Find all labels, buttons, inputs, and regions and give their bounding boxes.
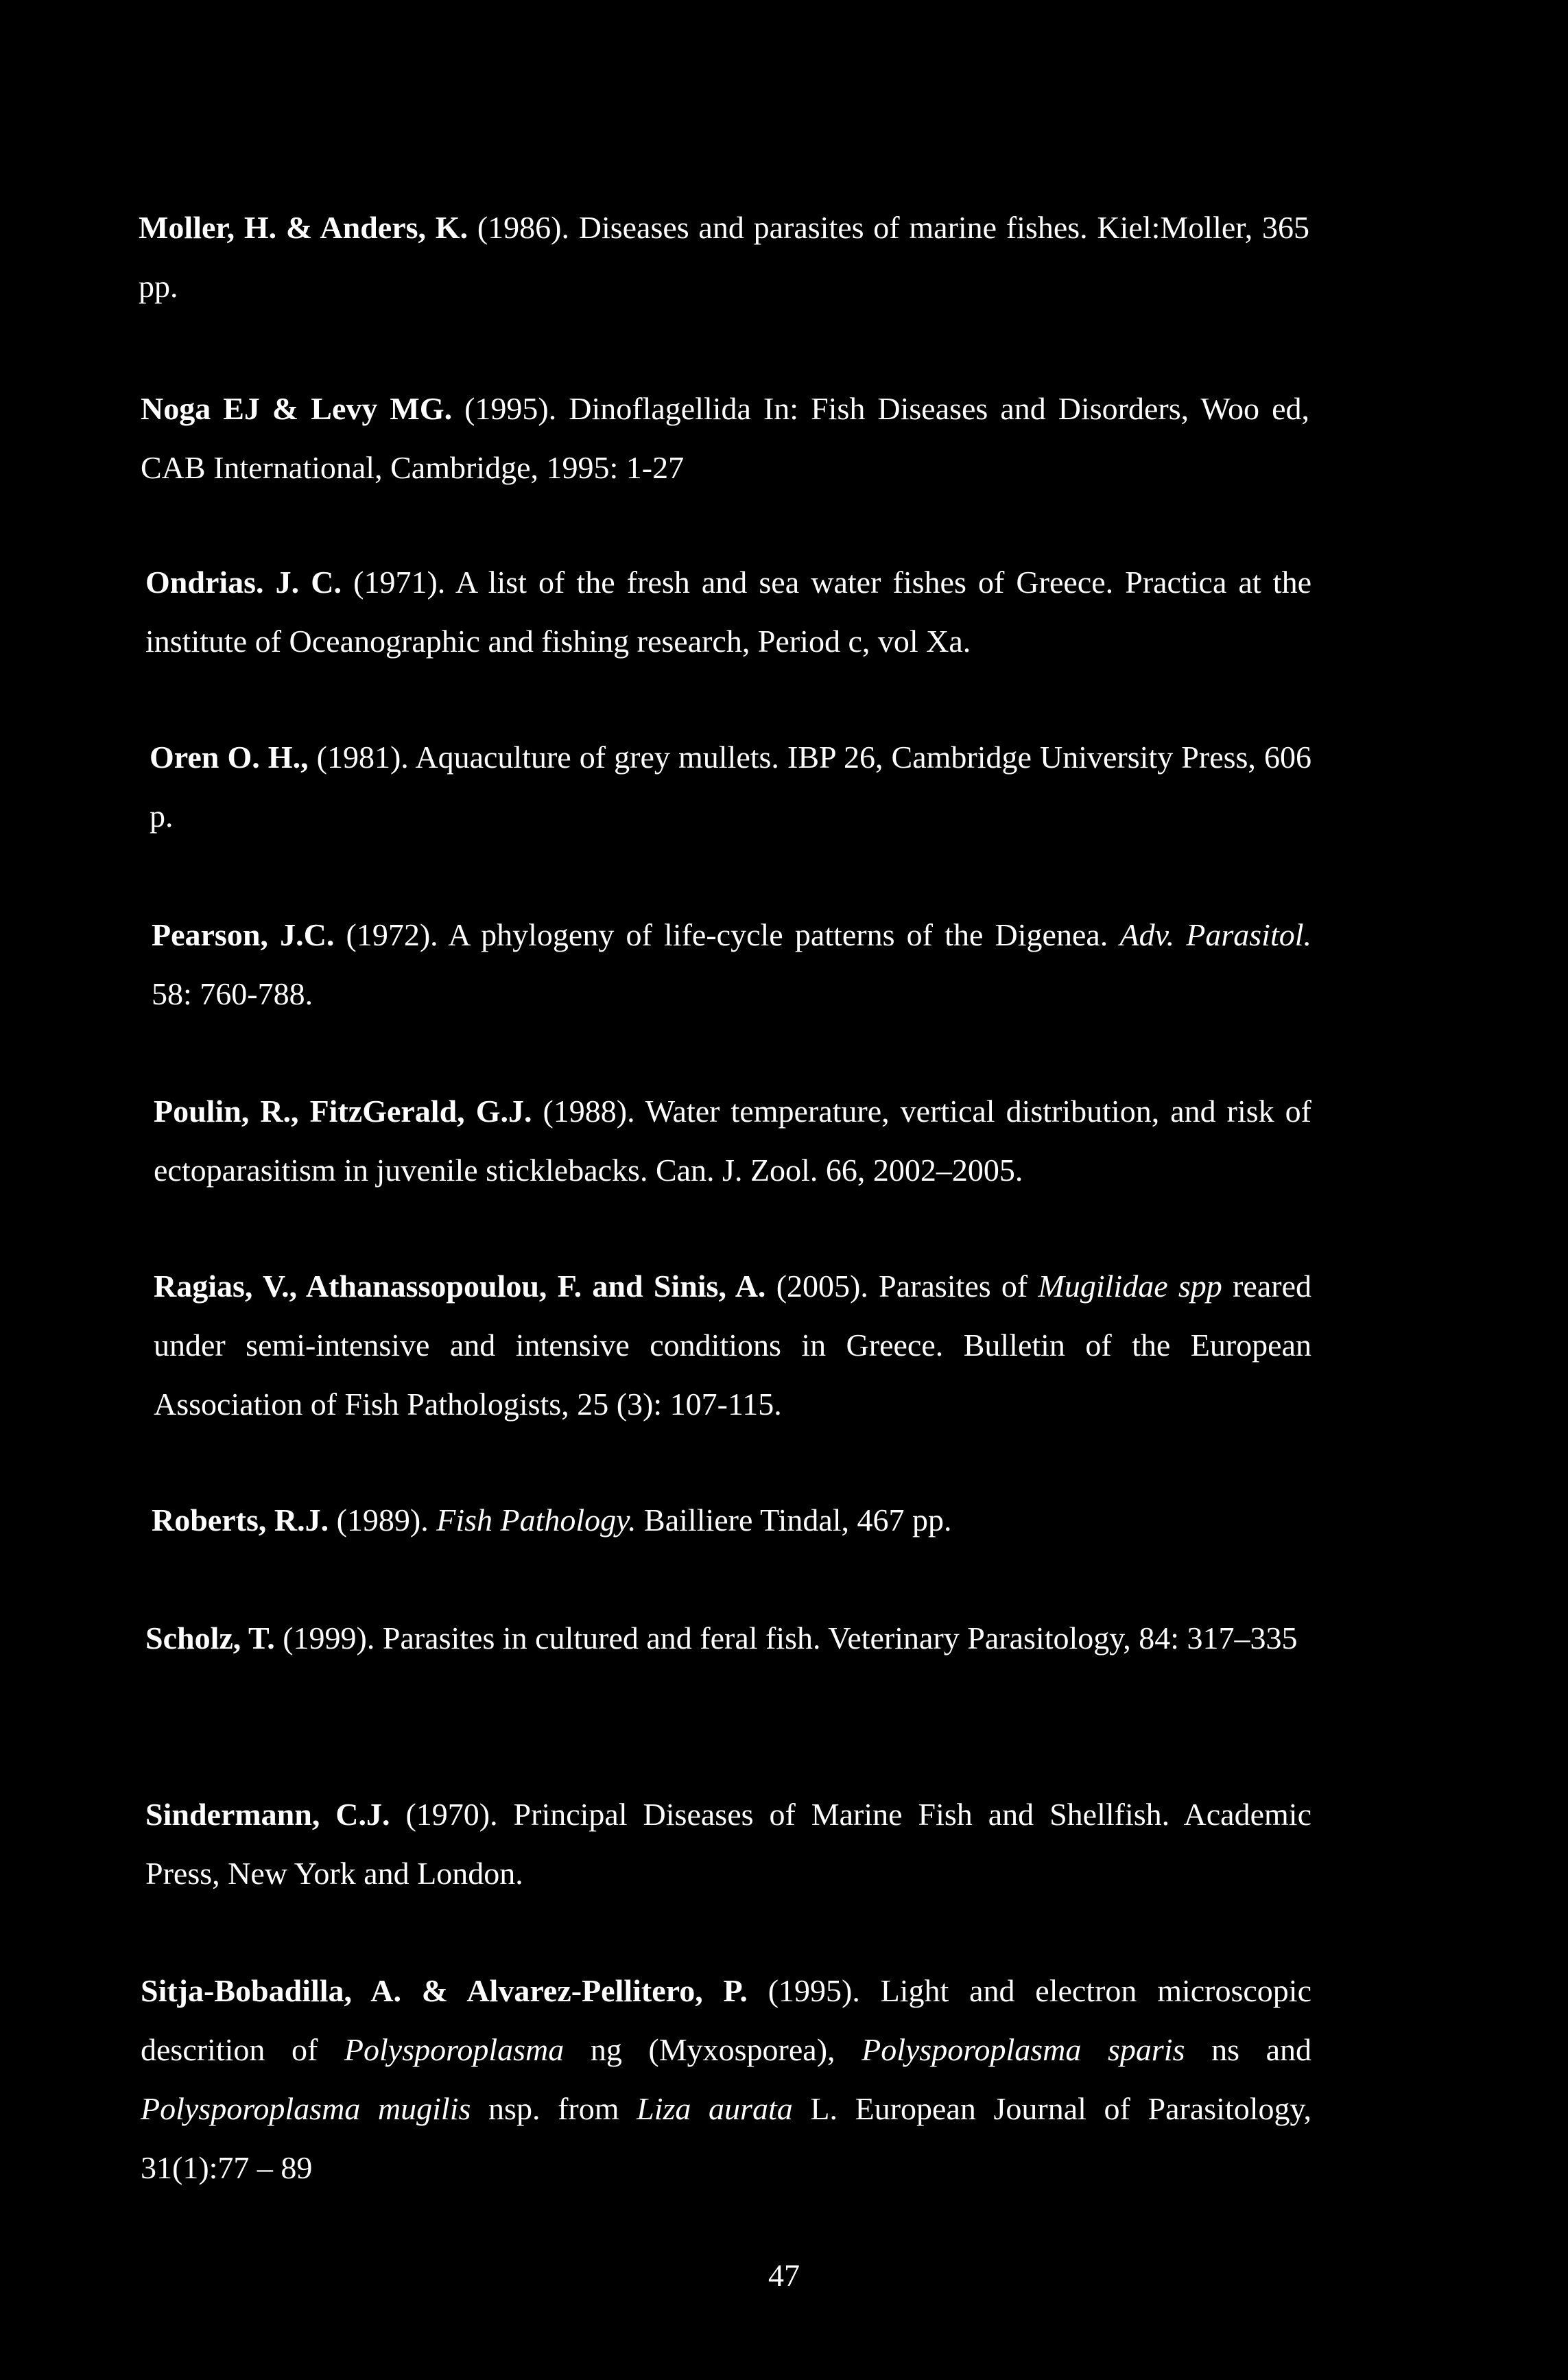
ref-text: ng (Myxosporea),	[564, 2032, 862, 2067]
reference-scholz	[145, 1609, 1311, 1668]
ref-journal: Adv. Parasitol.	[1119, 917, 1312, 952]
reference-sitja-bobadilla	[141, 1961, 1311, 2198]
reference-moller	[139, 198, 1309, 316]
ref-taxon: Mugilidae spp	[1038, 1269, 1222, 1304]
ref-text: Bailliere Tindal, 467 pp.	[636, 1503, 952, 1537]
ref-authors: Roberts, R.J.	[152, 1503, 329, 1537]
ref-authors: Sindermann, C.J.	[145, 1797, 390, 1832]
ref-authors: Moller, H. & Anders, K.	[139, 210, 468, 245]
ref-text: (1988). Water temperature, vertical distribution, and risk of ectoparasitism in juvenile sticklebacks. Can. J. Zool. 66, 2002–2005.	[154, 1094, 1311, 1188]
ref-taxon: Polysporoplasma mugilis	[141, 2091, 471, 2126]
reference-ondrias	[145, 553, 1311, 671]
reference-pearson	[152, 906, 1311, 1024]
ref-text: (1989).	[329, 1503, 437, 1537]
ref-text: nsp. from	[471, 2091, 637, 2126]
ref-text: (2005). Parasites of	[765, 1269, 1038, 1304]
reference-oren	[150, 728, 1311, 846]
ref-text: (1999). Parasites in cultured and feral fish. Veterinary Parasitology, 84: 317–335	[274, 1621, 1298, 1656]
ref-authors: Ragias, V., Athanassopoulou, F. and Sinis, A.	[154, 1269, 766, 1304]
ref-text: (1995). Light and electron microscopic descrition of	[141, 1973, 1312, 2067]
ref-text: 58: 760-788.	[152, 976, 313, 1011]
ref-authors: Pearson, J.C.	[152, 917, 335, 952]
ref-text: (1970). Principal Diseases of Marine Fish and Shellfish. Academic Press, New York and London.	[145, 1797, 1311, 1891]
ref-taxon: Liza aurata	[637, 2091, 793, 2126]
ref-authors: Sitja-Bobadilla, A. & Alvarez-Pellitero, P.	[141, 1973, 748, 2008]
reference-ragias	[154, 1257, 1311, 1434]
ref-authors: Noga EJ & Levy MG.	[141, 391, 453, 426]
ref-authors: Scholz, T.	[145, 1621, 275, 1656]
ref-text: (1981). Aquaculture of grey mullets. IBP 26, Cambridge University Press, 606 p.	[150, 740, 1311, 834]
ref-text: (1986). Diseases and parasites of marine fishes. Kiel:Moller, 365 pp.	[139, 210, 1309, 304]
reference-sindermann	[145, 1785, 1311, 1903]
reference-poulin	[154, 1082, 1311, 1200]
ref-text: reared under semi-intensive and intensive conditions in Greece. Bulletin of the European Association of Fish Pathologists, 25 (3): 107-115.	[154, 1269, 1311, 1422]
ref-text: (1972). A phylogeny of life-cycle patterns of the Digenea.	[334, 917, 1120, 952]
reference-roberts	[152, 1491, 1311, 1550]
ref-authors: Ondrias. J. C.	[145, 565, 342, 600]
ref-text: (1971). A list of the fresh and sea water fishes of Greece. Practica at the institute of Oceanographic and fishing research, Period c, vol Xa.	[145, 565, 1312, 659]
ref-taxon: Polysporoplasma	[344, 2032, 565, 2067]
ref-title: Fish Pathology.	[436, 1503, 637, 1537]
ref-text: (1995). Dinoflagellida In: Fish Diseases and Disorders, Woo ed, CAB International, Cambridge, 1995: 1-27	[141, 391, 1309, 485]
ref-text: ns and	[1185, 2032, 1311, 2067]
page-number: 47	[768, 2258, 800, 2293]
ref-authors: Poulin, R., FitzGerald, G.J.	[154, 1094, 532, 1129]
ref-authors: Oren O. H.,	[150, 740, 309, 775]
ref-text: L. European Journal of Parasitology, 31(1):77 – 89	[141, 2091, 1311, 2185]
ref-taxon: Polysporoplasma sparis	[862, 2032, 1185, 2067]
reference-noga	[141, 379, 1309, 497]
